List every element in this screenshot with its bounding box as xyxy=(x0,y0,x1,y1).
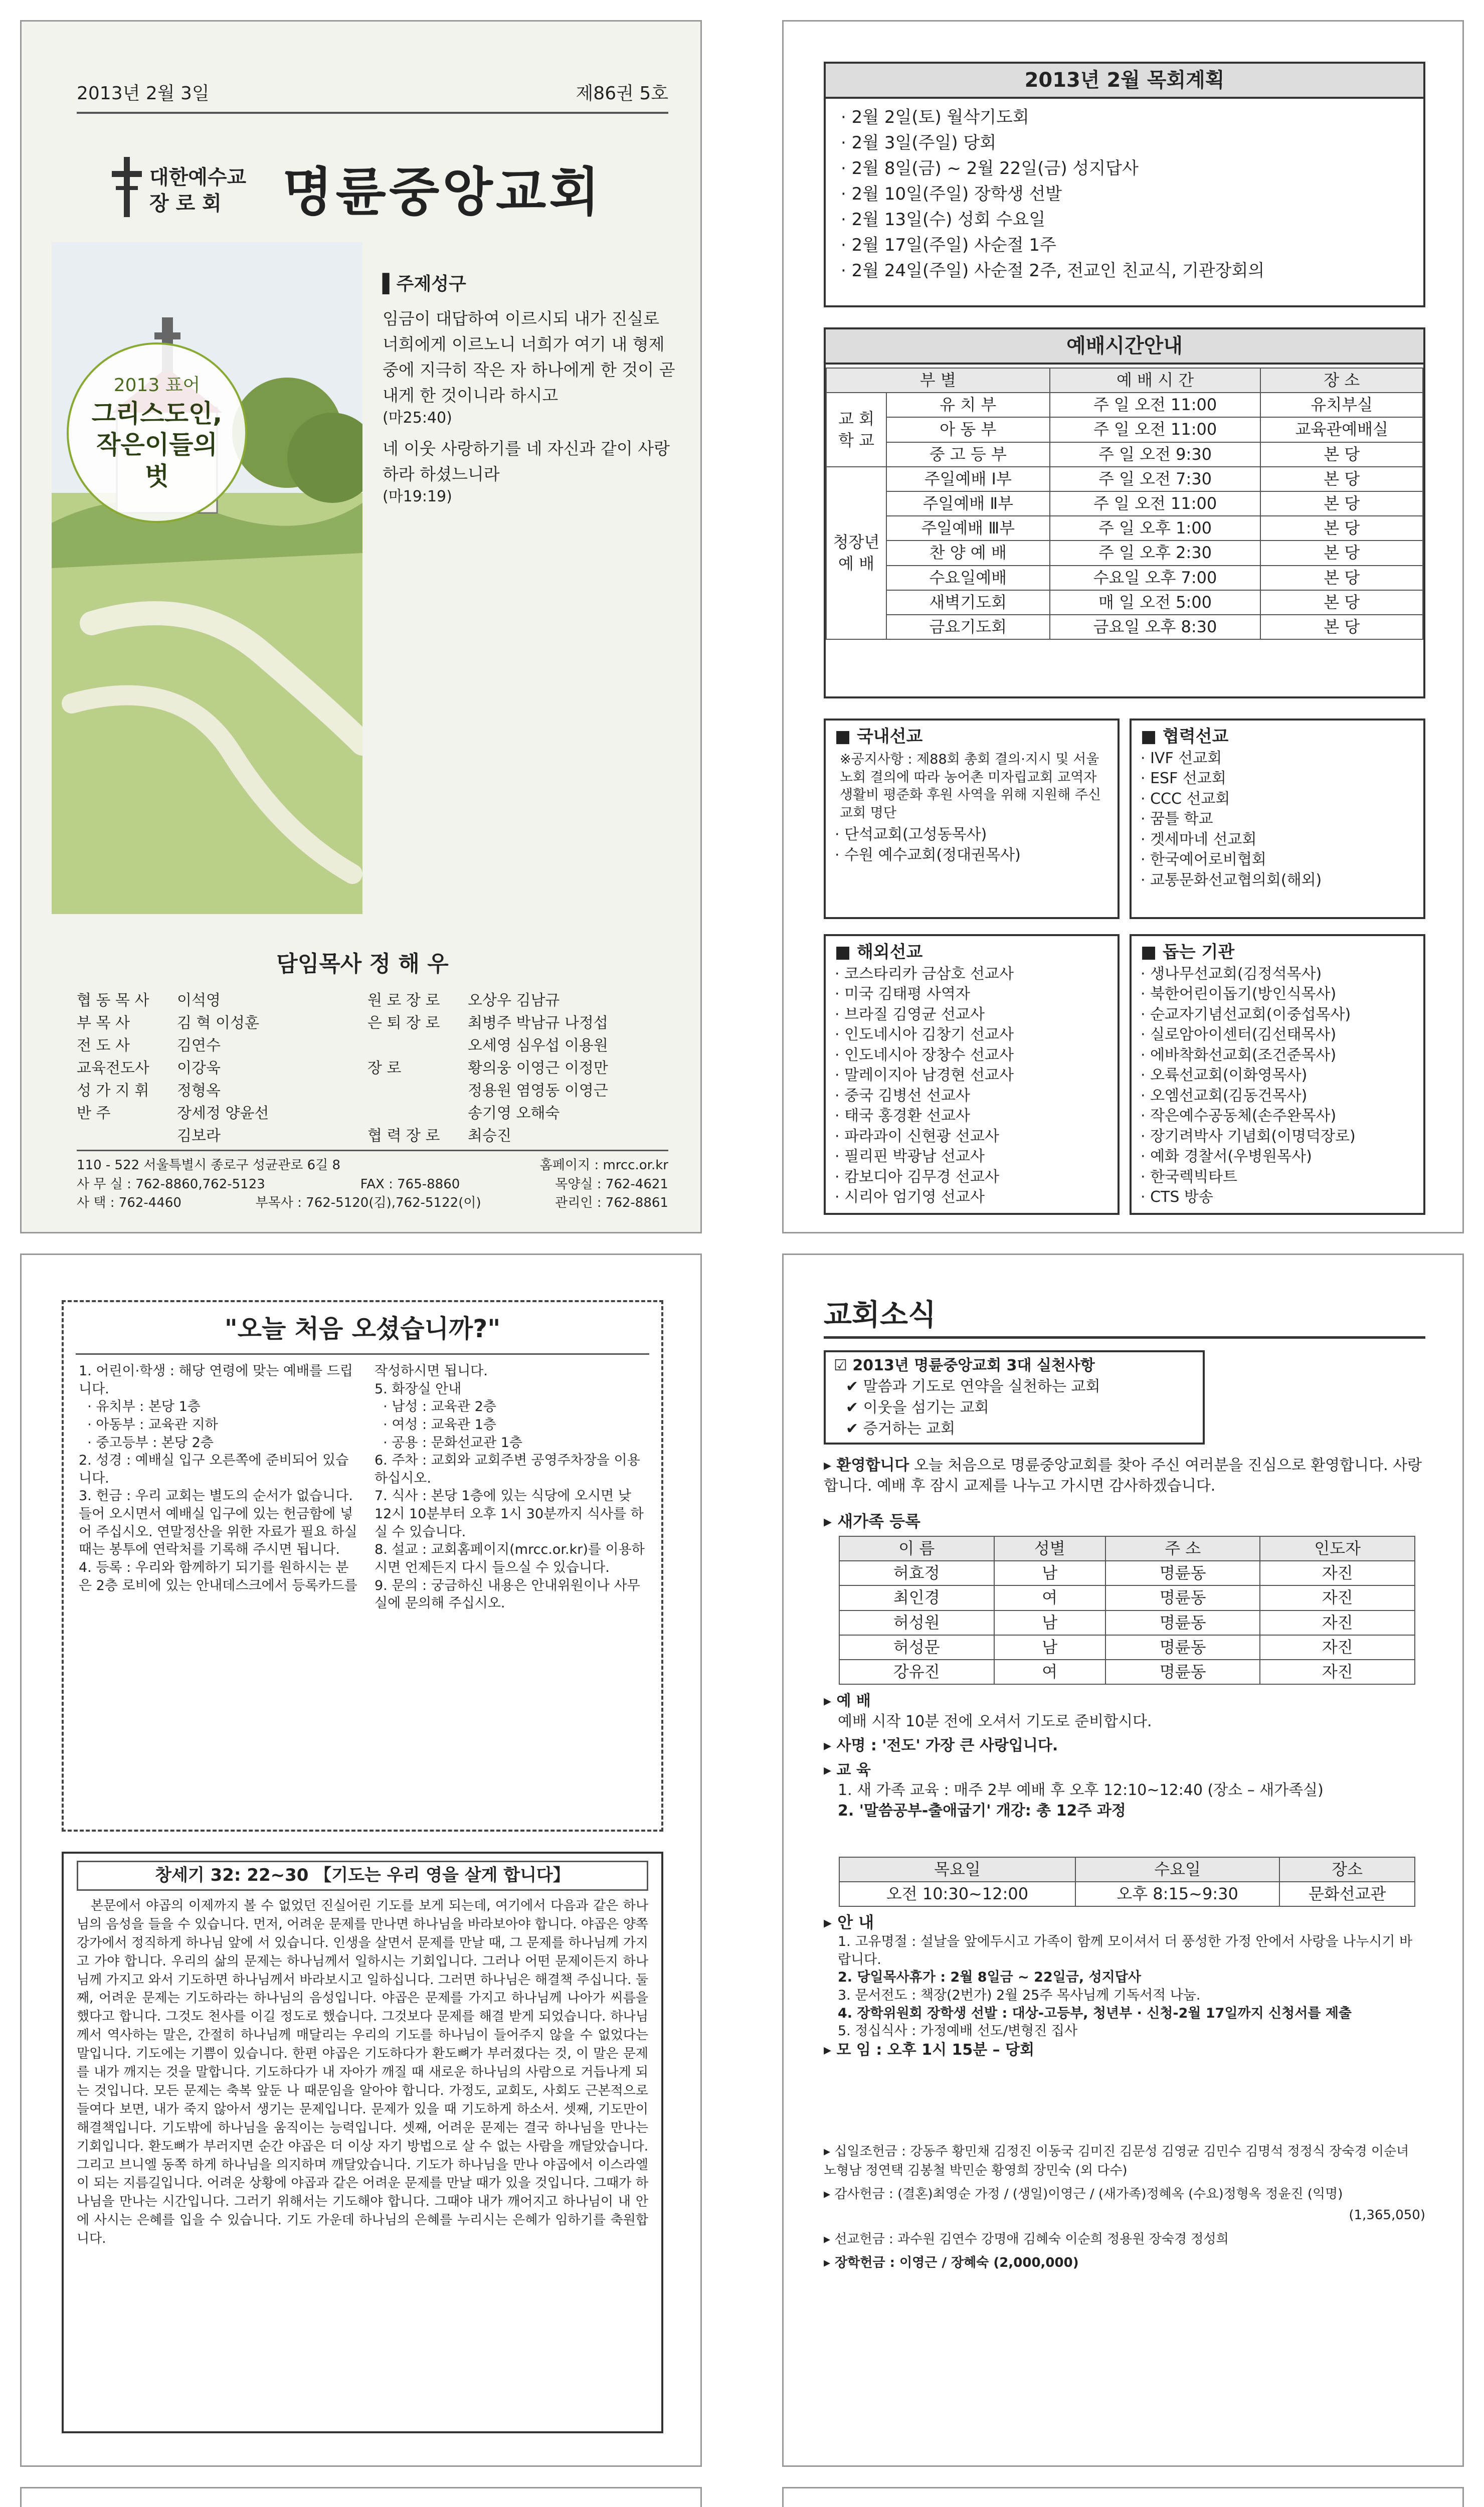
list-item: · 2월 13일(수) 성회 수요일 xyxy=(841,210,1046,230)
list-item: · 캄보디아 김무경 선교사 xyxy=(835,1168,999,1186)
motto-year: 2013 표어 xyxy=(113,375,201,396)
list-item: ※공지사항 : 제88회 총회 결의·지시 및 서울노회 결의에 따라 농어촌 미자립교회 교역자 생활비 평준화 후원 사역을 위해 지원해 주신 교회 명단 xyxy=(840,751,1101,821)
list-item: · 한국예어로비협회 xyxy=(1141,851,1266,869)
list-item: · IVF 선교회 xyxy=(1141,749,1222,767)
cross-icon xyxy=(112,157,142,217)
list-item: · 인도네시아 장창수 선교사 xyxy=(835,1046,1014,1064)
homepage: 홈페이지 : mrcc.or.kr xyxy=(539,1158,668,1173)
list-item: · 2월 2일(토) 월삭기도회 xyxy=(841,107,1029,127)
staff-row: 송기영 오해숙 xyxy=(468,1105,560,1122)
practice-title: ☑ 2013년 명륜중앙교회 3대 실천사항 xyxy=(834,1357,1095,1374)
news-panel xyxy=(782,1254,1464,2467)
worship-notice: 예배 시작 10분 전에 오셔서 기도로 준비합시다. xyxy=(838,1712,1152,1730)
first-visit-box xyxy=(62,1300,663,1832)
table-row: 허효정 남 명륜동 자진 xyxy=(839,1561,1415,1585)
list-item: ✔ 이웃을 섬기는 교회 xyxy=(846,1399,989,1416)
worship-times-title: 예배시간안내 xyxy=(826,329,1423,365)
news-heading: 교회소식 xyxy=(824,1295,1425,1339)
cover-illustration xyxy=(52,242,362,914)
staff-row: 은 퇴 장 로 최병주 박남규 나정섭 xyxy=(367,1014,608,1032)
list-item: · 2월 17일(주일) 사순절 1주 xyxy=(841,235,1056,255)
senior-pastor: 담임목사 정 해 우 xyxy=(276,951,449,977)
list-item: · 2월 24일(주일) 사순절 2주, 전교인 친교식, 기관장회의 xyxy=(841,261,1265,281)
welcome-panel xyxy=(20,1254,702,2467)
overseas-missions xyxy=(824,934,1120,1215)
table-row: 교 회 학 교 유 치 부 주 일 오전 11:00 유치부실 xyxy=(826,393,1423,417)
worship-times-table xyxy=(826,368,1423,640)
list-item: · 필리핀 박광남 선교사 xyxy=(835,1148,985,1166)
first-visit-left xyxy=(79,1362,359,1594)
list-item: · 꿈틀 학교 xyxy=(1141,810,1213,828)
list-item: · 수원 예수교회(정대권목사) xyxy=(835,846,1021,864)
table-row: 주일예배 Ⅱ부 주 일 오전 11:00 본 당 xyxy=(826,491,1423,516)
list-item: · 말레이지아 남경현 선교사 xyxy=(835,1066,1014,1085)
meditation-title: 창세기 32: 22~30 【기도는 우리 영을 살게 합니다】 xyxy=(77,1861,648,1891)
fax: FAX : 765-8860 xyxy=(360,1176,460,1192)
table-row: 강유진 여 명륜동 자진 xyxy=(839,1660,1415,1684)
table-row: 수요일예배 수요일 오후 7:00 본 당 xyxy=(826,566,1423,590)
list-item: · 아동부 : 교육관 지하 xyxy=(79,1416,218,1432)
list-item: · 인도네시아 김창기 선교사 xyxy=(835,1026,1014,1044)
list-item: · 장기려박사 기념회(이명덕장로) xyxy=(1141,1127,1356,1145)
domestic-missions xyxy=(824,719,1120,919)
table-row: 중 고 등 부 주 일 오전 9:30 본 당 xyxy=(826,442,1423,467)
table-row: 찬 양 예 배 주 일 오후 2:30 본 당 xyxy=(826,541,1423,565)
list-item: ✔ 말씀과 기도로 연약을 실천하는 교회 xyxy=(846,1378,1100,1395)
partner-missions xyxy=(1130,719,1425,919)
staff-row: 반 주 장세정 양윤선 xyxy=(77,1105,269,1122)
list-item: · 2월 3일(주일) 당회 xyxy=(841,133,997,153)
list-item: · 에바착화선교회(조건준목사) xyxy=(1141,1046,1337,1064)
list-item: 작성하시면 됩니다. xyxy=(375,1363,488,1379)
staff-row: 교육전도사 이강욱 xyxy=(77,1059,221,1077)
sunday-service-panel xyxy=(20,2487,702,2507)
table-row: 허성문 남 명륜동 자진 xyxy=(839,1635,1415,1660)
table-row: 허성원 남 명륜동 자진 xyxy=(839,1610,1415,1635)
list-item: · 중국 김병선 선교사 xyxy=(835,1087,970,1105)
domestic-missions-heading: ■ 국내선교 xyxy=(835,727,923,747)
list-item: · ESF 선교회 xyxy=(1141,770,1226,788)
worship-notice-heading: ▸ 예 배 xyxy=(824,1692,871,1710)
list-item: · 파라과이 신현광 선교사 xyxy=(835,1127,999,1145)
list-item: · 순교자기념선교회(이중섭목사) xyxy=(1141,1005,1351,1023)
theme-heading: ▌주제성구 xyxy=(383,274,466,294)
bible-study-table xyxy=(839,1857,1415,1907)
cover-date: 2013년 2월 3일 xyxy=(77,83,210,104)
worship-times-box xyxy=(824,327,1425,698)
list-item: · 태국 홍경환 선교사 xyxy=(835,1107,970,1125)
overseas-missions-heading: ■ 해외선교 xyxy=(835,942,923,962)
list-item: · 2월 10일(주일) 장학생 선발 xyxy=(841,184,1062,204)
meeting-item: ▸ 모 임 : 오후 1시 15분 – 당회 xyxy=(824,2041,1035,2059)
list-item: · 북한어린이돕기(방인식목사) xyxy=(1141,985,1337,1003)
denomination: 대한예수교 장 로 회 xyxy=(149,166,247,215)
list-item: · 교통문화선교협의회(해외) xyxy=(1141,871,1322,889)
staff-row: 장 로 황의웅 이영근 이정만 xyxy=(367,1059,608,1077)
education-heading: ▸ 교 육 xyxy=(824,1761,871,1779)
education-item: 2. '말씀공부-출애굽기' 개강: 총 12주 과정 xyxy=(838,1802,1126,1820)
supporting-agencies xyxy=(1130,934,1425,1215)
monthly-plan-box xyxy=(824,62,1425,307)
staff-right xyxy=(367,989,678,1147)
new-family-heading: ▸ 새가족 등록 xyxy=(824,1512,920,1531)
staff-row: 협 력 장 로 최승진 xyxy=(367,1127,511,1145)
cover-issue: 제86권 5호 xyxy=(576,83,668,104)
notice-item: 4. 장학위원회 장학생 선발 : 대상-고등부, 청년부 · 신청-2월 17일까지 신청서를 제출 xyxy=(838,2005,1352,2021)
list-item: 8. 설교 : 교회홈페이지(mrcc.or.kr)를 이용하시면 언제든지 다시 들으실 수 있습니다. xyxy=(375,1542,645,1575)
pastor-office-phone: 목양실 : 762-4621 xyxy=(555,1176,668,1192)
list-item: · 오륙선교회(이화영목사) xyxy=(1141,1066,1308,1085)
list-item: · 유치부 : 본당 1층 xyxy=(79,1399,201,1415)
new-family-table xyxy=(839,1536,1415,1685)
motto-text: 그리스도인, 작은이들의 벗 xyxy=(91,399,223,491)
offerings-block xyxy=(824,2142,1425,2273)
list-item: 6. 주차 : 교회와 교회주변 공영주차장을 이용하십시오. xyxy=(375,1453,640,1486)
offering-total: (1,365,050) xyxy=(1349,2208,1425,2223)
list-item: · 브라질 김영균 선교사 xyxy=(835,1005,985,1023)
list-item: · 작은예수공동체(손주완목사) xyxy=(1141,1107,1337,1125)
church-name: 명륜중앙교회 xyxy=(282,161,603,223)
list-item: · 겟세마네 선교회 xyxy=(1141,830,1257,848)
offering-line: ▸ 감사헌금 : (결혼)최영순 가정 / (생일)이영근 / (새가족)정혜옥 (수요)정형옥 정윤진 (익명) xyxy=(824,2187,1343,2202)
list-item: · 시리아 엄기영 선교사 xyxy=(835,1188,985,1206)
list-item: · 2월 8일(금) ~ 2월 22일(금) 성지답사 xyxy=(841,158,1139,178)
welcome-text: 오늘 처음으로 명륜중앙교회를 찾아 주신 여러분을 진심으로 환영합니다. 사랑합니다. 예배 후 잠시 교제를 나누고 가시면 감사하겠습니다. xyxy=(824,1457,1422,1495)
parsonage-phone: 사 택 : 762-4460 xyxy=(77,1195,181,1211)
assoc-pastor-phone: 부목사 : 762-5120(김),762-5122(이) xyxy=(255,1195,481,1211)
list-item: · 단석교회(고성동목사) xyxy=(835,826,987,844)
caretaker-phone: 관리인 : 762-8861 xyxy=(555,1195,668,1211)
staff-row: 정용원 염영동 이영근 xyxy=(468,1082,608,1100)
notice-item: 2. 당일목사휴가 : 2월 8일금 ~ 22일금, 성지답사 xyxy=(838,1969,1141,1986)
monthly-plan-list xyxy=(826,99,1423,290)
welcome-heading: ▸ 환영합니다 xyxy=(824,1457,909,1474)
list-item: · 미국 김태평 사역자 xyxy=(835,985,970,1003)
table-row: 오전 10:30~12:00 오후 8:15~9:30 문화선교관 xyxy=(839,1882,1415,1906)
notice-item: 5. 정십식사 : 가정예배 선도/변형진 집사 xyxy=(838,2023,1078,2039)
monthly-plan-title: 2013년 2월 목회계획 xyxy=(826,64,1423,99)
list-item: · 오엠선교회(김동건목사) xyxy=(1141,1087,1308,1105)
notice-item: 3. 문서전도 : 책장(2번가) 2월 25주 목사님께 기독서적 나눔. xyxy=(838,1988,1201,2004)
staff-row: 협 동 목 사 이석영 xyxy=(77,992,221,1009)
offering-line: ▸ 십일조헌금 : 강동주 황민채 김정진 이동국 김미진 김문성 김영균 김민수 김명석 정정식 장숙경 이순녀 노형남 정연택 김봉철 박민순 황영희 장민숙 (외 다수) xyxy=(824,2144,1409,2178)
list-item: 7. 식사 : 본당 1층에 있는 식당에 오시면 낮 12시 10분부터 오후 1시 30분까지 식사를 하실 수 있습니다. xyxy=(375,1488,644,1540)
cover-panel xyxy=(20,20,702,1233)
education-item: 1. 새 가족 교육 : 매주 2부 예배 후 오후 12:10~12:40 (장소 – 새가족실) xyxy=(838,1781,1324,1799)
theme-verse: 임금이 대답하여 이르시되 내가 진실로 너희에게 이르노니 너희가 여기 내 형제 중에 지극히 작은 자 하나에게 한 것이 곧 내게 한 것이니라 하시고 xyxy=(383,308,675,406)
list-item: · 중고등부 : 본당 2층 xyxy=(79,1435,214,1451)
list-item: ✔ 증거하는 교회 xyxy=(846,1420,956,1438)
first-visit-title: "오늘 처음 오셨습니까?" xyxy=(76,1302,649,1355)
offering-line: ▸ 선교헌금 : 과수원 김연수 강명애 김혜숙 이순희 정용원 장숙경 정성희 xyxy=(824,2231,1229,2247)
cover-dateline xyxy=(77,82,668,106)
schedule-panel xyxy=(782,20,1464,1233)
office-phone: 사 무 실 : 762-8860,762-5123 xyxy=(77,1176,265,1192)
list-item: 9. 문의 : 궁금하신 내용은 안내위원이나 사무실에 문의해 주십시오. xyxy=(375,1577,640,1611)
list-item: 2. 성경 : 예배실 입구 오른쪽에 준비되어 있습니다. xyxy=(79,1453,349,1486)
meditation-box xyxy=(62,1852,663,2433)
list-item: · 한국렉빅타트 xyxy=(1141,1168,1237,1186)
list-item: · 생나무선교회(김정석목사) xyxy=(1141,965,1322,983)
list-item: · 남성 : 교육관 2층 xyxy=(375,1399,496,1415)
staff-row: 원 로 장 로 오상우 김남규 xyxy=(367,992,560,1009)
table-row: 청장년 예 배 주일예배 Ⅰ부 주 일 오전 7:30 본 당 xyxy=(826,467,1423,491)
table-row: 주일예배 Ⅲ부 주 일 오후 1:00 본 당 xyxy=(826,516,1423,541)
list-item: 5. 화장실 안내 xyxy=(375,1381,462,1397)
list-item: 3. 헌금 : 우리 교회는 별도의 순서가 없습니다. 들어 오시면서 예배실 입구에 있는 헌금함에 넣어 주십시오. 연말정산을 위한 자료가 필요 하실 때는 봉투에 연락처를 기록해 주시면 됩니다. xyxy=(79,1488,357,1558)
staff-row: 오세영 심우섭 이용원 xyxy=(468,1037,608,1054)
list-item: 1. 어린이·학생 : 해당 연령에 맞는 예배를 드립니다. xyxy=(79,1363,353,1397)
table-row: 금요기도회 금요일 오후 8:30 본 당 xyxy=(826,615,1423,639)
list-item: · 코스타리카 금삼호 선교사 xyxy=(835,965,1014,983)
table-row: 새벽기도회 매 일 오전 5:00 본 당 xyxy=(826,590,1423,615)
list-item: · 예화 경찰서(우병원목사) xyxy=(1141,1148,1312,1166)
staff-left xyxy=(77,989,357,1147)
list-item: 4. 등록 : 우리와 함께하기 되기를 원하시는 분은 2층 로비에 있는 안내데스크에서 등록카드를 xyxy=(79,1559,357,1593)
meditation-body: 본문에서 야곱의 이제까지 볼 수 없었던 진실어린 기도를 보게 되는데, 여기에서 다음과 같은 하나님의 음성을 들을 수 있습니다. 먼저, 어려운 문제를 만나면 하나님을 바라보아야 합니다. 야곱은 양쪽 강가에서 정직하게 하나님 앞에 서 있습니다. 인생을 살면서 문제를 만날 때, 그 문제를 하나님께 가지고 가야 합니다. 우리의 삶의 문제는 하나님께서 일하시는 기회입니다. 그러나 어떤 문제이든지 하나님께 가지고 와서 기도하면 하나님께서 바라보시고 일하십니다. 그러면 하나님은 해결책 주십니다. 둘째, 어려운 문제는 기도하라는 하나님의 음성입니다. 야곱은 문제를 가지고 하나님께 나아가 씨름을 했다고 합니다. 그것도 천사를 이길 정도로 했습니다. 그것보다 문제를 해결 받게 되었습니다. 하나님께서 역사하는 말은, 간절히 하나님께 매달리는 우리의 기도를 하나님이 들어주지 않을 수 없었다는 말입니다. 기도에는 기쁨이 있습니다. 한편 야곱은 기도하다가 환도뼈가 부러졌다는 것, 이 말은 문제를 내가 깨지는 것을 말합니다. 기도하다가 내 자아가 깨질 때 새로운 하나님의 사람으로 거듭나게 되는 것입니다. 모든 문제는 축복 앞둔 나 때문임을 알아야 합니다. 가정도, 교회도, 사회도 근본적으로 들여다 보면, 내가 죽지 않아서 생기는 문제입니다. 문제가 있을 때 기도하게 하소서. 셋째, 기도만이 해결책입니다. 기도밖에 하나님을 움직이는 능력입니다. 셋째, 어려운 문제는 결국 하나님을 만나는 기회입니다. 환도뼈가 부러지면 순간 야곱은 더 이상 자기 방법으로 살 수 없는 사람을 깨달았습니다. 그리고 브니엘 동쪽 하게 하나님을 의지하며 깨달았습니다. 기도가 하나님을 만나 야곱에서 이스라엘이 되는 지름길입니다. 어려운 상황에 야곱과 같은 어려운 문제를 만날 때가 있을 것입니다. 그때가 하나님을 만나는 시간입니다. 그러기 위해서는 기도해야 합니다. 그때야 내가 깨어지고 하나님이 내 안에 사시는 은혜를 입을 수 있습니다. 기도 가운데 하나님의 은혜를 누리시는 은혜가 임하기를 축원합니다. xyxy=(77,1898,648,2247)
table-header: 부 별 예 배 시 간 장 소 xyxy=(826,368,1423,393)
notices-heading: ▸ 안 내 xyxy=(824,1913,874,1932)
offering-line: ▸ 장학헌금 : 이영근 / 장혜숙 (2,000,000) xyxy=(824,2255,1079,2271)
list-item: · 공용 : 문화선교관 1층 xyxy=(375,1435,523,1451)
partner-missions-heading: ■ 협력선교 xyxy=(1141,727,1229,747)
theme-verse-2: 네 이웃 사랑하기를 네 자신과 같이 사랑하라 하셨느니라 xyxy=(383,438,670,484)
list-item: · CTS 방송 xyxy=(1141,1188,1213,1206)
staff-row: 전 도 사 김연수 xyxy=(77,1037,221,1054)
supporting-agencies-heading: ■ 돕는 기관 xyxy=(1141,942,1235,962)
list-item: · CCC 선교회 xyxy=(1141,790,1230,808)
other-services-panel xyxy=(782,2487,1464,2507)
staff-row: 성 가 지 휘 정형옥 xyxy=(77,1082,221,1100)
notice-item: 1. 고유명절 : 설날을 앞에두시고 가족이 함께 모이셔서 더 풍성한 가정 안에서 사랑을 나누시기 바랍니다. xyxy=(838,1934,1413,1967)
motto-badge xyxy=(67,342,247,523)
contact-block xyxy=(77,1150,668,1213)
table-header: 목요일 수요일 장소 xyxy=(839,1857,1415,1882)
theme-ref-1: (마25:40) xyxy=(383,409,452,427)
list-item: · 여성 : 교육관 1층 xyxy=(375,1416,496,1432)
table-row: 아 동 부 주 일 오전 11:00 교육관예배실 xyxy=(826,417,1423,442)
first-visit-right xyxy=(375,1362,650,1613)
staff-row: 부 목 사 김 혁 이성훈 xyxy=(77,1014,259,1032)
staff-row: 김보라 xyxy=(177,1127,221,1145)
table-header: 이 름 성별 주 소 인도자 xyxy=(839,1536,1415,1561)
list-item: · 실로암아이센터(김선태목사) xyxy=(1141,1026,1337,1044)
table-row: 최인경 여 명륜동 자진 xyxy=(839,1585,1415,1610)
practice-box xyxy=(824,1350,1205,1445)
church-address: 110 - 522 서울특별시 종로구 성균관로 6길 8 xyxy=(77,1158,341,1173)
theme-ref-2: (마19:19) xyxy=(383,487,452,505)
mission-statement: ▸ 사명 : '전도' 가장 큰 사랑입니다. xyxy=(824,1737,1058,1754)
